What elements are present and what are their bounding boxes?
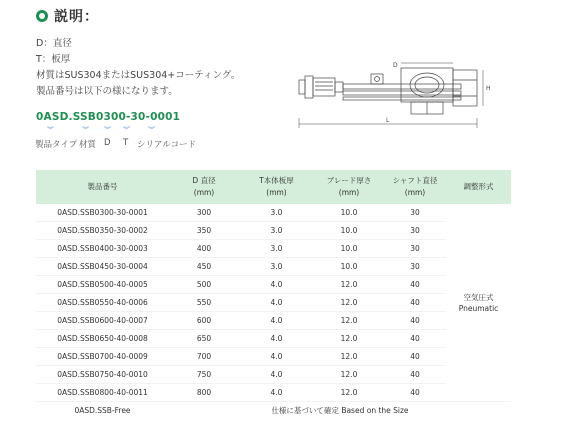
cell-shaft-diameter: 30 [384,240,446,258]
specification-table [36,170,511,419]
cell-shaft-diameter: 40 [384,294,446,312]
table-row [36,312,511,330]
cell-body-thickness: 4.0 [239,330,314,348]
cell-adjustment-type: 空気圧式 Pneumatic [446,204,511,402]
cell-shaft-diameter: 40 [384,384,446,402]
cell-shaft-diameter: 40 [384,312,446,330]
segment-label-type: 製品タイプ [35,140,78,150]
cell-diameter: 800 [169,384,239,402]
cell-shaft-diameter: 30 [384,222,446,240]
table-row [36,384,511,402]
cell-body-thickness: 4.0 [239,366,314,384]
table-row [36,366,511,384]
section-title-text: 説明： [54,9,99,25]
section-title [36,5,99,27]
cell-blade-thickness: 12.0 [314,312,384,330]
cell-shaft-diameter: 40 [384,348,446,366]
cell-part-number-free: 0ASD.SSB-Free [74,406,131,415]
description-line-diameter: D：直径 [36,38,72,49]
cell-shaft-diameter: 30 [384,258,446,276]
header-part-number: 製品番号 [36,170,169,204]
cell-diameter: 700 [169,348,239,366]
cell-blade-thickness: 10.0 [314,240,384,258]
description-line-material: 材質はSUS304またはSUS304+コーティング。 [36,70,241,81]
cell-diameter: 750 [169,366,239,384]
cell-shaft-diameter: 40 [384,276,446,294]
cell-part-number: 0ASD.SSB0400-30-0003 [36,240,169,258]
valve-drawing [293,60,508,130]
description-line-part-number: 製品番号は以下の様になります。 [36,86,178,97]
segment-label-serial: シリアルコード [137,140,197,150]
chevron-down-icon: ︾ [47,126,54,134]
table-row [36,276,511,294]
cell-body-thickness: 4.0 [239,348,314,366]
segment-label-diameter: D [104,138,111,148]
part-number-example: 0ASD.SSB0300-30-0001 [36,111,181,123]
header-blade-thickness: ブレード厚さ (mm) [314,170,384,204]
cell-part-number: 0ASD.SSB0450-30-0004 [36,258,169,276]
cell-body-thickness: 4.0 [239,384,314,402]
table-row-free [36,402,511,420]
cell-blade-thickness: 10.0 [314,258,384,276]
cell-part-number: 0ASD.SSB0550-40-0006 [36,294,169,312]
bullet-circle-icon [36,10,48,22]
cell-part-number: 0ASD.SSB0500-40-0005 [36,276,169,294]
header-shaft-diameter: シャフト直径 (mm) [384,170,446,204]
cell-part-number: 0ASD.SSB0650-40-0008 [36,330,169,348]
dimension-label-h: H [486,85,491,92]
segment-label-thickness: T [123,138,129,148]
cell-part-number: 0ASD.SSB0750-40-0010 [36,366,169,384]
cell-diameter: 300 [169,204,239,222]
cell-part-number: 0ASD.SSB0800-40-0011 [36,384,169,402]
description-line-thickness: T：板厚 [36,54,71,65]
cell-blade-thickness: 12.0 [314,294,384,312]
table-row [36,222,511,240]
table-row [36,348,511,366]
table-header-row [36,170,511,204]
cell-free-note: 仕様に基づいて確定 Based on the Size [271,406,409,415]
cell-part-number: 0ASD.SSB0600-40-0007 [36,312,169,330]
cell-blade-thickness: 12.0 [314,330,384,348]
header-body-thickness: T本体板厚 (mm) [239,170,314,204]
cell-blade-thickness: 12.0 [314,348,384,366]
cell-body-thickness: 4.0 [239,276,314,294]
cell-diameter: 350 [169,222,239,240]
cell-part-number: 0ASD.SSB0700-40-0009 [36,348,169,366]
cell-part-number: 0ASD.SSB0300-30-0001 [36,204,169,222]
chevron-down-icon: ︾ [123,126,130,134]
cell-diameter: 550 [169,294,239,312]
cell-diameter: 450 [169,258,239,276]
cell-shaft-diameter: 40 [384,330,446,348]
cell-shaft-diameter: 40 [384,366,446,384]
chevron-down-icon: ︾ [148,126,155,134]
header-adjustment-type: 調整形式 [446,170,511,204]
cell-part-number: 0ASD.SSB0350-30-0002 [36,222,169,240]
cell-body-thickness: 3.0 [239,222,314,240]
table-row [36,258,511,276]
cell-body-thickness: 4.0 [239,294,314,312]
cell-body-thickness: 3.0 [239,204,314,222]
cell-body-thickness: 3.0 [239,258,314,276]
dimension-label-l: L [386,117,390,124]
chevron-down-icon: ︾ [104,126,111,134]
cell-blade-thickness: 12.0 [314,366,384,384]
table-row [36,294,511,312]
cell-body-thickness: 3.0 [239,240,314,258]
table-row [36,204,511,222]
chevron-down-icon: ︾ [82,126,89,134]
table-row [36,330,511,348]
cell-blade-thickness: 10.0 [314,222,384,240]
table-row [36,240,511,258]
segment-label-material: 材質 [79,140,97,150]
dimension-label-d: D [393,62,398,69]
cell-body-thickness: 4.0 [239,312,314,330]
header-diameter: D 直径 (mm) [169,170,239,204]
cell-shaft-diameter: 30 [384,204,446,222]
cell-diameter: 600 [169,312,239,330]
cell-diameter: 650 [169,330,239,348]
cell-blade-thickness: 12.0 [314,384,384,402]
cell-blade-thickness: 10.0 [314,204,384,222]
cell-diameter: 400 [169,240,239,258]
cell-diameter: 500 [169,276,239,294]
cell-blade-thickness: 12.0 [314,276,384,294]
